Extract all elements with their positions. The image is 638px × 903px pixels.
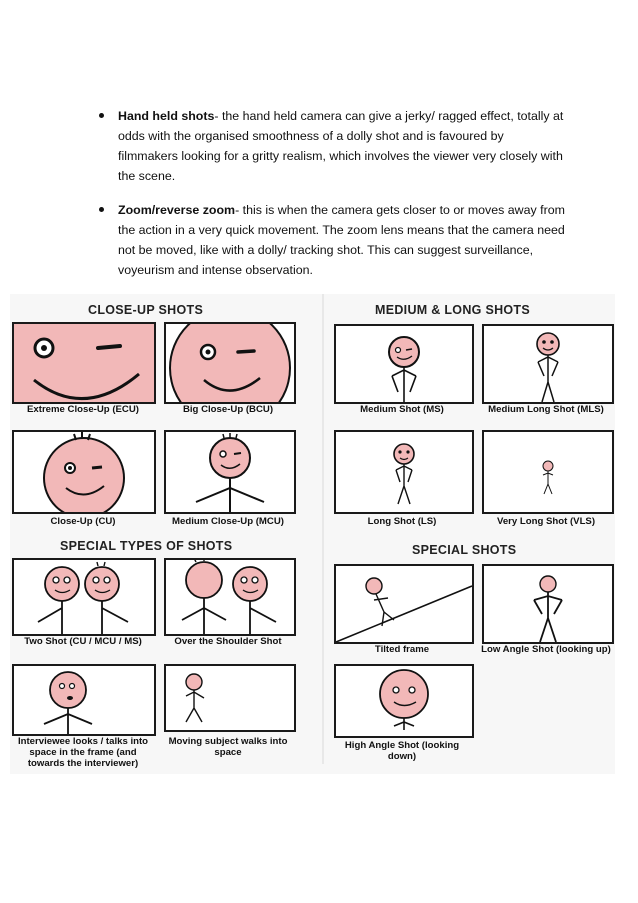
bullet-term: Hand held shots [118,109,215,123]
bullet-list [96,106,566,294]
panel-cu [12,430,156,514]
bullet-text: - this is when the camera gets closer to or moves away from the action in a very quick movement. The zoom lens means that the camera need not be moved, like with a dolly/ tracking shot. This can suggest surveillance, voyeurism and intense observation. [118,203,565,277]
caption-vls: Very Long Shot (VLS) [496,516,596,527]
panel-mls [482,324,614,404]
panel-interviewee [12,664,156,736]
panel-ecu [12,322,156,404]
moving-subject-drawing [166,666,294,730]
ls-figure-drawing [336,432,472,512]
panel-ms [334,324,474,404]
panel-low-angle [482,564,614,644]
panel-bcu [164,322,296,404]
bullet-dot-icon [99,113,104,118]
bullet-text: - the hand held camera can give a jerky/ ragged effect, totally at odds with the organised smoothness of a dolly shot and is favoured by filmmakers looking for a gritty realism, which involves the viewer very closely with the scene. [118,109,564,183]
ots-drawing [166,560,294,634]
caption-interviewee: Interviewee looks / talks into space in the frame (and towards the interviewer) [17,736,149,769]
panel-tilted [334,564,474,644]
ecu-face-drawing [14,324,154,402]
panel-moving [164,664,296,732]
section-title-special-types: SPECIAL TYPES OF SHOTS [60,539,233,553]
caption-moving: Moving subject walks into space [168,736,288,758]
bullet-term: Zoom/reverse zoom [118,203,236,217]
caption-two-shot: Two Shot (CU / MCU / MS) [24,636,142,647]
interviewee-drawing [14,666,154,734]
section-title-medium-long: MEDIUM & LONG SHOTS [375,303,531,317]
two-shot-drawing [14,560,154,634]
cu-face-drawing [14,432,154,512]
caption-high-angle: High Angle Shot (looking down) [344,740,460,762]
mcu-figure-drawing [166,432,294,512]
caption-ls: Long Shot (LS) [367,516,437,527]
panel-ls [334,430,474,514]
caption-low-angle: Low Angle Shot (looking up) [481,644,611,655]
bullet-zoom [96,200,566,280]
vls-figure-drawing [484,432,612,512]
caption-mls: Medium Long Shot (MLS) [488,404,604,415]
caption-ms: Medium Shot (MS) [360,404,444,415]
section-title-close-up: CLOSE-UP SHOTS [88,303,204,317]
bcu-face-drawing [166,324,294,402]
bullet-dot-icon [99,207,104,212]
caption-cu: Close-Up (CU) [50,516,116,527]
panel-vls [482,430,614,514]
low-angle-drawing [484,566,612,642]
camera-shots-figure [10,294,615,774]
panel-high-angle [334,664,474,738]
section-title-special: SPECIAL SHOTS [412,543,517,557]
divider [322,294,324,764]
tilted-frame-drawing [336,566,472,642]
caption-mcu: Medium Close-Up (MCU) [172,516,284,527]
bullet-hand-held [96,106,566,186]
caption-bcu: Big Close-Up (BCU) [182,404,274,415]
caption-tilted: Tilted frame [374,644,430,655]
panel-two-shot [12,558,156,636]
ms-figure-drawing [336,326,472,402]
panel-ots [164,558,296,636]
mls-figure-drawing [484,326,612,402]
panel-mcu [164,430,296,514]
caption-ecu: Extreme Close-Up (ECU) [27,404,139,415]
caption-ots: Over the Shoulder Shot [174,636,282,647]
high-angle-drawing [336,666,472,736]
